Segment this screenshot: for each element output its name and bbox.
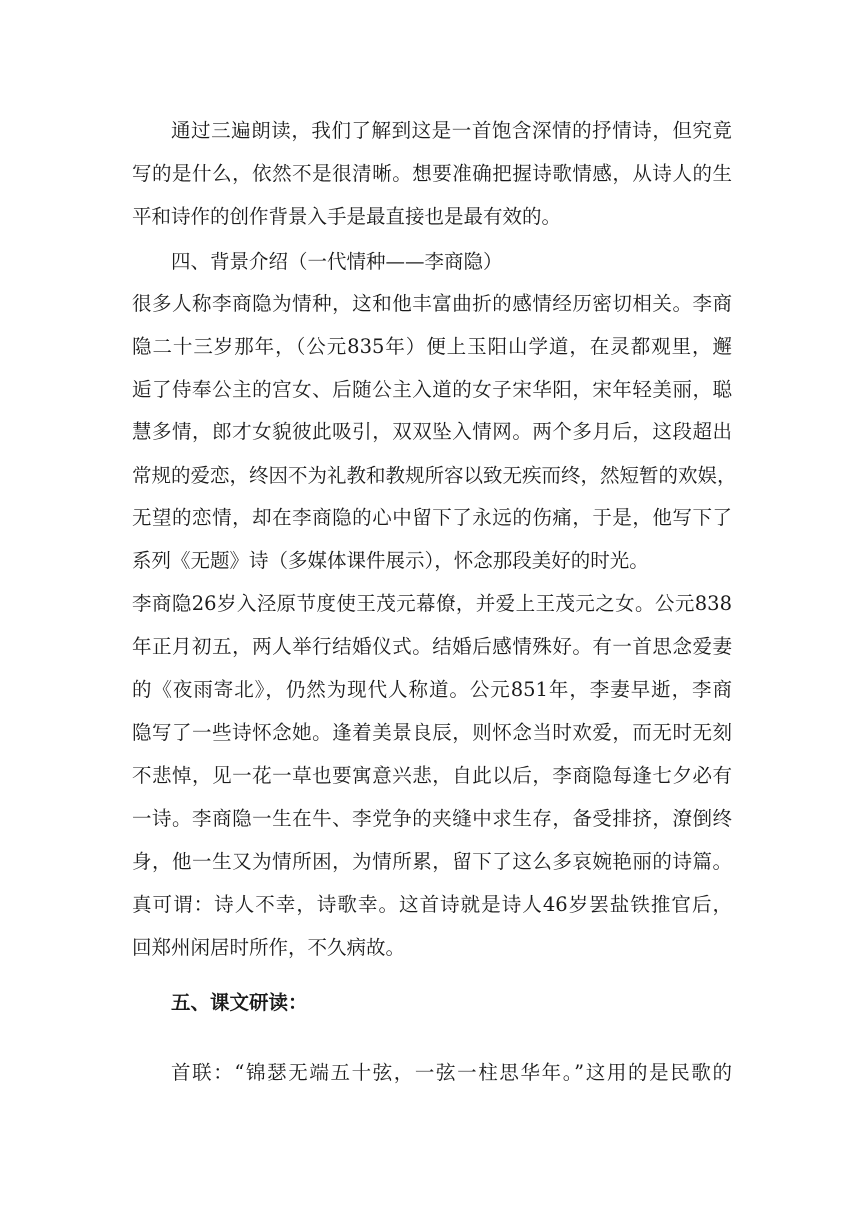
paragraph-line: 隐写了一些诗怀念她。逢着美景良辰，则怀念当时欢爱，而无时无刻: [132, 721, 732, 744]
paragraph-line: 年正月初五，两人举行结婚仪式。结婚后感情殊好。有一首思念爱妻: [132, 635, 732, 658]
paragraph-line: 隐二十三岁那年，（公元835年）便上玉阳山学道，在灵都观里，邂: [132, 335, 732, 358]
paragraph-line: 一诗。李商隐一生在牛、李党争的夹缝中求生存，备受排挤，潦倒终: [132, 807, 732, 830]
paragraph-line: 通过三遍朗读，我们了解到这是一首饱含深情的抒情诗，但究竟: [171, 119, 732, 142]
paragraph-line: 平和诗作的创作背景入手是最直接也是最有效的。: [132, 205, 562, 228]
paragraph-line: 首联：“锦瑟无端五十弦，一弦一柱思华年。”这用的是民歌的: [171, 1061, 732, 1084]
paragraph-line: 逅了侍奉公主的宫女、后随公主入道的女子宋华阳，宋年轻美丽，聪: [132, 378, 732, 401]
paragraph-line: 无望的恋情，却在李商隐的心中留下了永远的伤痛，于是，他写下了: [132, 506, 732, 529]
paragraph-line: 真可谓：诗人不幸，诗歌幸。这首诗就是诗人46岁罢盐铁推官后，: [132, 893, 732, 916]
paragraph-line: 李商隐26岁入泾原节度使王茂元幕僚，并爱上王茂元之女。公元838: [132, 592, 732, 615]
paragraph-line: 身，他一生又为情所困，为情所累，留下了这么多哀婉艳丽的诗篇。: [132, 850, 732, 873]
paragraph-line: 常规的爱恋，终因不为礼教和教规所容以致无疾而终，然短暂的欢娱，: [132, 464, 737, 487]
paragraph-line: 系列《无题》诗（多媒体课件展示），怀念那段美好的时光。: [132, 549, 649, 572]
section-heading-reading: 五、课文研读：: [171, 991, 308, 1014]
paragraph-line: 写的是什么，依然不是很清晰。想要准确把握诗歌情感，从诗人的生: [132, 162, 732, 185]
paragraph-line: 回郑州闲居时所作，不久病故。: [132, 936, 406, 959]
paragraph-line: 很多人称李商隐为情种，这和他丰富曲折的感情经历密切相关。李商: [132, 292, 732, 315]
section-heading-background: 四、背景介绍（一代情种——李商隐）: [171, 250, 503, 273]
paragraph-line: 不悲悼，见一花一草也要寓意兴悲，自此以后，李商隐每逢七夕必有: [132, 764, 732, 787]
paragraph-line: 的《夜雨寄北》，仍然为现代人称道。公元851年，李妻早逝，李商: [132, 678, 732, 701]
paragraph-line: 慧多情，郎才女貌彼此吸引，双双坠入情网。两个多月后，这段超出: [132, 420, 732, 443]
